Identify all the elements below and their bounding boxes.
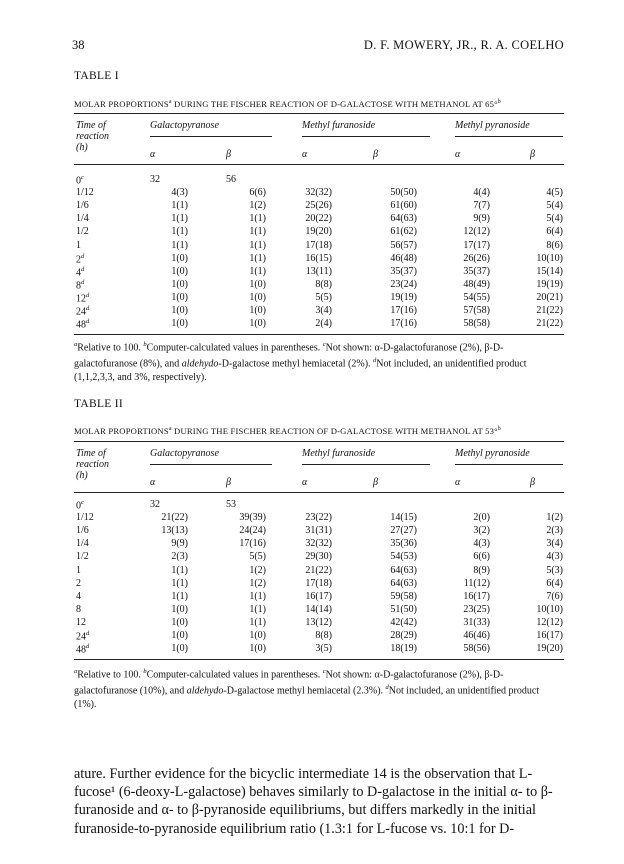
time-cell — [76, 305, 89, 317]
time-cell — [76, 200, 89, 211]
table-2-caption — [74, 426, 501, 436]
running-head-authors: D. F. MOWERY, JR., R. A. COELHO — [363, 38, 564, 52]
value-cell: 15(14) — [536, 265, 563, 277]
time-cell — [76, 551, 89, 562]
value-cell: 16(15) — [305, 252, 332, 264]
footnote-text: Relative to 100. — [77, 669, 144, 681]
subheader-alpha: α — [455, 477, 461, 488]
group-header: Methyl pyranoside — [455, 448, 530, 459]
value-cell: 39(39) — [239, 512, 266, 524]
time-cell — [76, 643, 89, 655]
time-value: 2 — [76, 253, 81, 265]
value-cell: 1(1) — [249, 252, 266, 264]
value-cell: 56 — [226, 174, 236, 185]
subheader-beta: β — [226, 149, 231, 160]
group-header: Methyl furanoside — [302, 120, 376, 131]
value-cell: 27(27) — [390, 525, 417, 537]
value-cell: 1(1) — [249, 239, 266, 251]
footnote-mark: c — [322, 668, 326, 675]
footnote-text: Not included, an unidentified product (1,1,2,3,3, and 3%, respectively). — [74, 358, 527, 383]
value-cell: 1(1) — [249, 590, 266, 602]
value-cell: 1(2) — [546, 512, 563, 524]
value-cell: 51(50) — [390, 603, 417, 615]
table-footnote — [74, 338, 564, 384]
value-cell: 32(32) — [305, 538, 332, 550]
time-value: 48 — [76, 319, 86, 331]
subheader-alpha: α — [302, 149, 308, 160]
time-header-line: Time of — [76, 448, 106, 459]
time-value: 4 — [76, 267, 81, 279]
time-value: 1 — [76, 239, 81, 251]
value-cell: 1(1) — [171, 564, 188, 576]
time-footnote-mark: d — [86, 291, 90, 299]
value-cell: 21(22) — [161, 512, 188, 524]
value-cell: 13(12) — [305, 616, 332, 628]
value-cell: 1(0) — [171, 630, 188, 641]
table-footnote — [74, 665, 564, 711]
time-value: 1/4 — [76, 213, 89, 225]
value-cell: 6(4) — [546, 577, 563, 589]
value-cell: 53 — [226, 499, 236, 510]
time-footnote-mark: d — [86, 643, 90, 651]
value-cell: 26(26) — [463, 252, 490, 264]
subheader-alpha: α — [302, 477, 308, 488]
time-value: 1/12 — [76, 187, 94, 199]
value-cell: 35(36) — [390, 538, 417, 550]
table-bottom-rule — [74, 659, 564, 660]
value-cell: 59(58) — [390, 590, 417, 602]
value-cell: 31(33) — [463, 616, 490, 628]
value-cell: 1(0) — [171, 265, 188, 277]
table-1-caption — [74, 99, 501, 109]
time-cell — [76, 266, 84, 278]
value-cell: 21(22) — [536, 305, 563, 316]
time-cell — [76, 604, 81, 615]
value-cell: 5(3) — [546, 564, 563, 576]
time-cell — [76, 174, 84, 186]
time-value: 12 — [76, 616, 86, 628]
value-cell: 23(22) — [305, 512, 332, 524]
time-cell — [76, 226, 89, 237]
table-header-rule — [74, 164, 564, 165]
body-paragraph-text: ature. Further evidence for the bicyclic intermediate 14 is the observation that L-fucose¹ (6-deoxy-L-galactose) behaves similarly to D-galactose in the initial α- to β-furanoside and α- to β-pyranoside equilibriums, but differs markedly in the initial furanoside-to-pyranoside equilibrium ratio (1.3:1 for L-fucose vs. 10:1 for D- — [74, 766, 553, 837]
subheader-alpha: α — [150, 149, 156, 160]
time-value: 8 — [76, 603, 81, 615]
value-cell: 1(0) — [249, 305, 266, 316]
group-underline — [150, 136, 272, 137]
value-cell: 24(24) — [239, 525, 266, 537]
time-header-line: (h) — [76, 142, 88, 153]
page-number: 38 — [72, 38, 85, 52]
value-cell: 10(10) — [536, 252, 563, 264]
value-cell: 42(42) — [390, 616, 417, 628]
footnote-mark: b — [143, 341, 147, 348]
footnote-mark: a — [74, 668, 78, 675]
value-cell: 12(12) — [536, 616, 563, 628]
value-cell: 1(1) — [249, 603, 266, 615]
value-cell: 3(4) — [315, 305, 332, 316]
value-cell: 14(15) — [390, 512, 417, 524]
value-cell: 8(8) — [315, 630, 332, 641]
time-cell — [76, 630, 89, 642]
subheader-beta: β — [373, 149, 378, 160]
value-cell: 61(62) — [390, 226, 417, 238]
value-cell: 1(0) — [171, 278, 188, 290]
group-underline — [302, 136, 430, 137]
value-cell: 11(12) — [463, 577, 490, 589]
footnote-mark: c — [322, 341, 326, 348]
value-cell: 18(19) — [390, 643, 417, 655]
value-cell: 17(18) — [305, 239, 332, 251]
value-cell: 4(5) — [546, 187, 563, 199]
table-2-caption-sup2: b — [497, 426, 501, 433]
value-cell: 35(37) — [390, 265, 417, 277]
time-value: 12 — [76, 293, 86, 305]
value-cell: 61(60) — [390, 200, 417, 212]
table-1-caption-sup: a — [168, 99, 172, 106]
table-2-caption-rest: DURING THE FISCHER REACTION OF D-GALACTOSE WITH METHANOL AT 53° — [171, 426, 498, 436]
footnote-text: Computer-calculated values in parentheses. — [146, 342, 323, 354]
value-cell: 48(49) — [463, 278, 490, 290]
table-2-caption-text: MOLAR PROPORTIONS — [74, 426, 169, 436]
time-cell — [76, 538, 89, 549]
group-header: Methyl furanoside — [302, 448, 376, 459]
footnote-text: aldehydo — [181, 358, 219, 370]
value-cell: 9(9) — [171, 538, 188, 550]
time-footnote-mark: d — [81, 252, 85, 260]
value-cell: 54(53) — [390, 551, 417, 563]
group-underline — [302, 464, 430, 465]
time-value: 4 — [76, 590, 81, 602]
value-cell: 35(37) — [463, 265, 490, 277]
table-top-rule — [74, 441, 564, 442]
value-cell: 56(57) — [390, 239, 417, 251]
value-cell: 5(5) — [249, 551, 266, 563]
value-cell: 7(7) — [473, 200, 490, 212]
value-cell: 10(10) — [536, 603, 563, 615]
value-cell: 6(6) — [249, 187, 266, 199]
table-1-label: TABLE I — [74, 70, 119, 82]
group-underline — [455, 464, 563, 465]
time-footnote-mark: d — [86, 305, 90, 312]
value-cell: 64(63) — [390, 577, 417, 589]
table-top-rule — [74, 113, 564, 114]
time-cell — [76, 292, 89, 304]
value-cell: 1(0) — [249, 630, 266, 641]
value-cell: 20(21) — [536, 291, 563, 303]
value-cell: 17(18) — [305, 577, 332, 589]
value-cell: 1(0) — [171, 603, 188, 615]
time-value: 8 — [76, 280, 81, 292]
value-cell: 17(16) — [390, 305, 417, 316]
time-cell — [76, 187, 94, 198]
value-cell: 19(20) — [305, 226, 332, 238]
value-cell: 4(3) — [546, 551, 563, 563]
value-cell: 21(22) — [536, 318, 563, 330]
time-value: 1/6 — [76, 200, 89, 212]
value-cell: 29(30) — [305, 551, 332, 563]
value-cell: 57(58) — [463, 305, 490, 316]
time-cell — [76, 525, 89, 536]
time-footnote-mark: d — [86, 630, 90, 637]
time-cell — [76, 591, 81, 602]
footnote-text: -D-galactose methyl hemiacetal (2.3%). — [223, 685, 386, 697]
value-cell: 64(63) — [390, 564, 417, 576]
time-cell — [76, 499, 84, 511]
time-header-line: reaction — [76, 131, 109, 142]
subheader-alpha: α — [455, 149, 461, 160]
footnote-mark: a — [74, 341, 78, 348]
value-cell: 23(24) — [390, 278, 417, 290]
time-value: 1/2 — [76, 226, 89, 238]
value-cell: 3(4) — [546, 538, 563, 550]
time-header-line: reaction — [76, 459, 109, 470]
subheader-beta: β — [373, 477, 378, 488]
value-cell: 2(3) — [546, 525, 563, 537]
time-value: 1/6 — [76, 525, 89, 537]
time-value: 1/2 — [76, 551, 89, 563]
value-cell: 46(48) — [390, 252, 417, 264]
value-cell: 1(0) — [171, 291, 188, 303]
running-header — [72, 38, 564, 56]
value-cell: 1(2) — [249, 200, 266, 212]
value-cell: 20(22) — [305, 213, 332, 225]
subheader-beta: β — [226, 477, 231, 488]
footnote-mark: d — [385, 684, 389, 692]
value-cell: 54(55) — [463, 291, 490, 303]
value-cell: 2(3) — [171, 551, 188, 563]
value-cell: 58(58) — [463, 318, 490, 330]
value-cell: 1(1) — [171, 577, 188, 589]
time-header-line: Time of — [76, 120, 106, 131]
time-cell — [76, 279, 84, 291]
footnote-text: Computer-calculated values in parentheses. — [146, 669, 323, 681]
footnote-text: Not shown: α-D-galactofuranose (2%), β-D-galactofuranose (8%), and — [74, 342, 504, 370]
value-cell: 17(16) — [390, 318, 417, 330]
footnote-mark: d — [373, 357, 377, 365]
group-header: Methyl pyranoside — [455, 120, 530, 131]
value-cell: 28(29) — [390, 630, 417, 641]
value-cell: 4(3) — [473, 538, 490, 550]
value-cell: 8(6) — [546, 239, 563, 251]
value-cell: 1(1) — [171, 226, 188, 238]
group-underline — [455, 136, 563, 137]
value-cell: 58(56) — [463, 643, 490, 655]
time-cell — [76, 617, 86, 628]
value-cell: 25(26) — [305, 200, 332, 212]
value-cell: 16(17) — [463, 590, 490, 602]
value-cell: 3(5) — [315, 643, 332, 655]
time-footnote-mark: d — [86, 318, 90, 326]
time-cell — [76, 253, 84, 265]
time-cell — [76, 240, 81, 251]
value-cell: 23(25) — [463, 603, 490, 615]
value-cell: 4(4) — [473, 187, 490, 199]
value-cell: 16(17) — [536, 630, 563, 641]
time-cell — [76, 578, 81, 589]
time-cell — [76, 213, 89, 224]
value-cell: 19(20) — [536, 643, 563, 655]
time-value: 1/12 — [76, 512, 94, 524]
value-cell: 1(0) — [171, 616, 188, 628]
time-cell — [76, 512, 94, 523]
value-cell: 1(0) — [171, 305, 188, 316]
table-header-rule — [74, 492, 564, 493]
time-cell — [76, 318, 89, 330]
value-cell: 1(2) — [249, 577, 266, 589]
footnote-text: Not shown: α-D-galactofuranose (2%), β-D-galactofuranose (10%), and — [74, 669, 504, 697]
subheader-beta: β — [530, 477, 535, 488]
value-cell: 2(0) — [473, 512, 490, 524]
value-cell: 21(22) — [305, 564, 332, 576]
footnote-text: Relative to 100. — [77, 342, 144, 354]
value-cell: 16(17) — [305, 590, 332, 602]
value-cell: 13(13) — [161, 525, 188, 537]
value-cell: 14(14) — [305, 603, 332, 615]
value-cell: 1(2) — [249, 564, 266, 576]
value-cell: 2(4) — [315, 318, 332, 330]
footnote-text: aldehydo — [186, 685, 224, 697]
value-cell: 5(4) — [546, 200, 563, 212]
value-cell: 1(1) — [249, 265, 266, 277]
value-cell: 1(1) — [249, 213, 266, 225]
value-cell: 7(6) — [546, 590, 563, 602]
time-value: 24 — [76, 631, 86, 643]
subheader-beta: β — [530, 149, 535, 160]
value-cell: 1(0) — [249, 643, 266, 655]
value-cell: 1(0) — [249, 318, 266, 330]
value-cell: 13(11) — [305, 265, 332, 277]
value-cell: 1(0) — [249, 278, 266, 290]
value-cell: 8(8) — [315, 278, 332, 290]
time-value: 24 — [76, 306, 86, 318]
footnote-mark: b — [143, 668, 147, 675]
value-cell: 1(1) — [171, 213, 188, 225]
time-cell — [76, 565, 81, 576]
time-value: 0 — [76, 175, 81, 187]
time-footnote-mark: c — [81, 499, 84, 506]
value-cell: 31(31) — [305, 525, 332, 537]
value-cell: 64(63) — [390, 213, 417, 225]
time-value: 48 — [76, 644, 86, 656]
time-value: 0 — [76, 500, 81, 512]
table-1-caption-sup2: b — [497, 99, 501, 106]
group-underline — [150, 464, 272, 465]
table-1-caption-rest: DURING THE FISCHER REACTION OF D-GALACTOSE WITH METHANOL AT 65° — [171, 99, 498, 109]
value-cell: 12(12) — [463, 226, 490, 238]
value-cell: 9(9) — [473, 213, 490, 225]
table-2-label: TABLE II — [74, 398, 124, 410]
value-cell: 46(46) — [463, 630, 490, 641]
value-cell: 8(9) — [473, 564, 490, 576]
body-paragraph — [74, 765, 566, 838]
time-value: 1 — [76, 564, 81, 576]
value-cell: 1(1) — [249, 616, 266, 628]
time-value: 2 — [76, 577, 81, 589]
value-cell: 1(0) — [171, 643, 188, 655]
time-value: 1/4 — [76, 538, 89, 550]
value-cell: 1(1) — [171, 590, 188, 602]
value-cell: 5(5) — [315, 291, 332, 303]
value-cell: 32 — [150, 499, 160, 510]
value-cell: 50(50) — [390, 187, 417, 199]
value-cell: 1(0) — [171, 252, 188, 264]
value-cell: 19(19) — [536, 278, 563, 290]
value-cell: 1(1) — [171, 239, 188, 251]
value-cell: 5(4) — [546, 213, 563, 225]
value-cell: 4(3) — [171, 187, 188, 199]
table-2-caption-sup: a — [168, 426, 172, 433]
time-footnote-mark: d — [81, 265, 85, 273]
value-cell: 6(6) — [473, 551, 490, 563]
time-header-line: (h) — [76, 470, 88, 481]
value-cell: 6(4) — [546, 226, 563, 238]
value-cell: 32(32) — [305, 187, 332, 199]
footnote-text: Not included, an unidentified product (1%). — [74, 685, 540, 710]
time-footnote-mark: d — [81, 278, 85, 286]
group-header: Galactopyranose — [150, 120, 219, 131]
value-cell: 19(19) — [390, 291, 417, 303]
value-cell: 32 — [150, 174, 160, 185]
value-cell: 1(0) — [171, 318, 188, 330]
value-cell: 17(16) — [239, 538, 266, 550]
time-footnote-mark: c — [81, 174, 84, 181]
subheader-alpha: α — [150, 477, 156, 488]
value-cell: 3(2) — [473, 525, 490, 537]
table-bottom-rule — [74, 334, 564, 335]
footnote-text: -D-galactose methyl hemiacetal (2%). — [218, 358, 374, 370]
value-cell: 1(1) — [171, 200, 188, 212]
table-1-caption-text: MOLAR PROPORTIONS — [74, 99, 169, 109]
value-cell: 1(0) — [249, 291, 266, 303]
group-header: Galactopyranose — [150, 448, 219, 459]
value-cell: 17(17) — [463, 239, 490, 251]
value-cell: 1(1) — [249, 226, 266, 238]
